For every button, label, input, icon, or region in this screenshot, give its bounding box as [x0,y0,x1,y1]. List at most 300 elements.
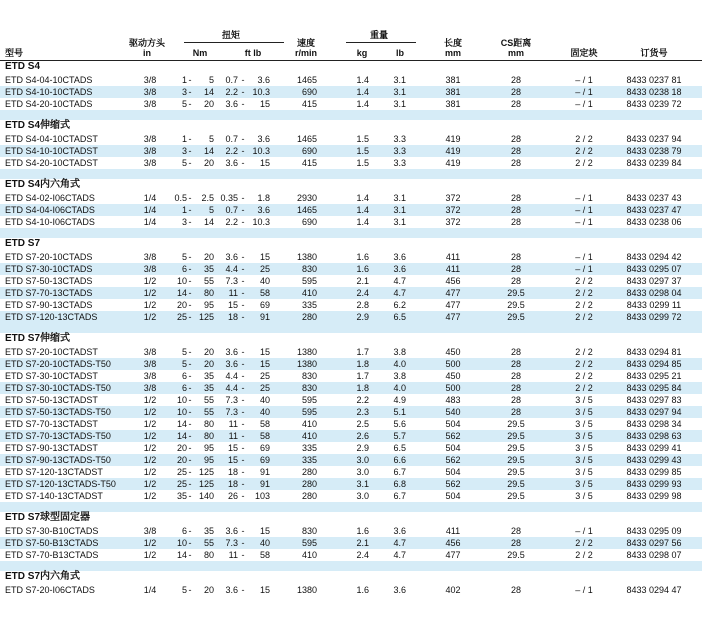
table-cell: 830 [301,526,317,536]
table-cell: ETD S4-02-I06CTADS [5,193,95,203]
table-cell: 40 [259,407,270,417]
table-cell: 3.0 [356,467,369,477]
table-cell: 456 [445,276,461,286]
table-cell: 8433 0297 56 [626,538,682,548]
table-cell: – / 1 [575,193,593,203]
table-cell: 3/8 [143,158,157,168]
table-row [0,358,702,370]
table-cell: 2 / 2 [575,158,593,168]
table-cell: 55 [203,538,214,548]
range-dash: - [241,371,245,381]
table-row [0,454,702,466]
table-row [0,74,702,86]
table-cell: 69 [259,455,270,465]
section-title-text: ETD S4 [5,61,41,72]
table-cell: 411 [445,252,461,262]
table-cell: 58 [259,288,270,298]
range-dash: - [241,443,245,453]
table-header [0,0,702,61]
table-cell: 28 [510,371,522,381]
section-title [0,179,702,191]
table-cell: 3.3 [393,146,406,156]
table-cell: 1.8 [356,359,369,369]
table-cell: 11 [228,431,238,441]
table-cell: 8433 0294 85 [626,359,682,369]
table-cell: 11 [228,288,238,298]
table-cell: 8433 0238 79 [626,146,682,156]
table-cell: – / 1 [575,526,593,536]
table-cell: 28 [510,87,522,97]
range-dash: - [241,217,245,227]
table-cell: 6 [181,383,187,393]
table-cell: 28 [510,158,522,168]
table-cell: 69 [259,443,270,453]
table-cell: 6 [181,526,187,536]
header-length-unit: mm [444,48,462,58]
table-cell: 3.6 [257,75,270,85]
table-cell: 3.3 [393,158,406,168]
range-dash: - [188,491,192,501]
header-speed-unit: r/min [294,48,318,58]
table-cell: 5.1 [393,407,406,417]
table-cell: 10.3 [252,87,270,97]
table-row [0,466,702,478]
table-cell: ETD S7-90-13CTADST [5,443,98,453]
table-cell: 3/8 [143,134,157,144]
table-cell: 28 [510,276,522,286]
range-dash: - [241,300,245,310]
range-dash: - [241,193,245,203]
range-dash: - [241,276,245,286]
weight-rule [346,42,416,43]
range-dash: - [188,467,192,477]
table-cell: 18 [227,467,238,477]
section-title-text: ETD S7内六角式 [5,571,81,582]
range-dash: - [241,383,245,393]
range-dash: - [188,383,192,393]
table-cell: 5.7 [393,431,406,441]
table-cell: 2.2 [356,395,369,405]
table-cell: 8433 0239 72 [626,99,682,109]
table-cell: 8433 0299 72 [626,312,682,322]
table-cell: ETD S4-10-10CTADS [5,87,93,97]
table-cell: 58 [259,419,270,429]
table-cell: 8433 0298 04 [626,288,682,298]
table-cell: 1/2 [143,538,157,548]
table-cell: 3.6 [257,134,270,144]
table-cell: 25 [259,371,270,381]
header-torque: 扭矩 [221,30,241,40]
table-cell: 10.3 [252,146,270,156]
table-cell: 4.9 [393,395,406,405]
table-cell: 1380 [296,585,317,595]
table-cell: 2 / 2 [575,146,593,156]
table-cell: 8433 0237 94 [626,134,682,144]
table-row [0,442,702,454]
table-cell: 3.6 [225,158,238,168]
table-cell: 140 [198,491,214,501]
table-cell: 1.4 [356,87,369,97]
table-cell: – / 1 [575,87,593,97]
range-dash: - [188,276,192,286]
range-dash: - [188,371,192,381]
table-cell: 8433 0238 18 [626,87,682,97]
table-cell: 2 / 2 [575,276,593,286]
table-cell: 95 [203,443,214,453]
table-cell: 35 [176,491,187,501]
table-cell: 3.1 [393,193,406,203]
table-cell: 504 [445,419,461,429]
table-cell: ETD S4-04-10CTADST [5,134,98,144]
table-cell: 3/8 [143,371,157,381]
range-dash: - [188,359,192,369]
header-order: 订货号 [640,48,668,58]
table-cell: 55 [203,276,214,286]
table-cell: 28 [510,252,522,262]
header-speed: 速度 [296,38,316,48]
range-dash: - [188,312,192,322]
table-cell: 3 / 5 [575,407,593,417]
table-cell: 3.6 [225,99,238,109]
table-cell: 3.6 [257,205,270,215]
table-cell: 2.4 [356,288,369,298]
range-dash: - [241,359,245,369]
table-cell: 2 / 2 [575,347,593,357]
table-cell: 26 [227,491,238,501]
table-cell: 1380 [296,252,317,262]
table-cell: 5 [181,99,187,109]
range-dash: - [241,99,245,109]
table-cell: 1 [181,205,187,215]
table-cell: 15 [259,359,270,369]
table-cell: 5 [181,252,187,262]
range-dash: - [188,252,192,262]
table-cell: 1.7 [356,371,369,381]
table-cell: 450 [445,347,461,357]
table-cell: 20 [203,158,214,168]
range-dash: - [188,550,192,560]
section-spacer [0,169,702,179]
table-cell: 15 [259,158,270,168]
range-dash: - [241,419,245,429]
table-cell: 3.0 [356,455,369,465]
table-cell: 14 [176,431,187,441]
table-cell: 91 [259,312,270,322]
table-row [0,157,702,169]
table-cell: 3/8 [143,526,157,536]
table-cell: 3.1 [393,205,406,215]
range-dash: - [188,75,192,85]
table-cell: 8433 0297 94 [626,407,682,417]
table-cell: 20 [203,99,214,109]
table-cell: 1.8 [356,383,369,393]
table-cell: 35 [203,383,214,393]
table-cell: 8433 0237 43 [626,193,682,203]
table-cell: 6.2 [393,300,406,310]
table-cell: 14 [176,550,187,560]
table-cell: 3.6 [393,585,406,595]
table-cell: 3.1 [393,217,406,227]
table-row [0,406,702,418]
table-cell: 28 [510,538,522,548]
range-dash: - [241,158,245,168]
table-cell: 595 [301,395,317,405]
table-cell: 103 [254,491,270,501]
table-cell: 20 [203,252,214,262]
table-cell: 3/8 [143,99,157,109]
table-cell: 690 [301,146,317,156]
table-cell: ETD S7-50-13CTADST [5,395,98,405]
table-cell: 25 [259,264,270,274]
range-dash: - [188,479,192,489]
table-cell: 29.5 [507,431,525,441]
table-cell: 3.0 [356,491,369,501]
table-cell: 95 [203,300,214,310]
table-cell: 2.1 [356,538,369,548]
table-cell: 450 [445,371,461,381]
table-cell: ETD S7-30-10CTADS-T50 [5,383,111,393]
table-cell: 1/2 [143,455,157,465]
table-cell: 2 / 2 [575,550,593,560]
table-cell: 14 [176,288,187,298]
header-torque-nm: Nm [192,48,208,58]
table-row [0,263,702,275]
table-cell: 7.3 [225,395,238,405]
table-cell: 1/2 [143,550,157,560]
table-cell: 3.6 [225,347,238,357]
table-cell: 372 [445,217,461,227]
table-cell: 7.3 [225,538,238,548]
table-cell: 8433 0299 85 [626,467,682,477]
table-cell: 830 [301,371,317,381]
range-dash: - [188,419,192,429]
table-cell: ETD S7-30-10CTADST [5,371,98,381]
table-cell: 419 [445,158,461,168]
table-cell: 381 [445,99,461,109]
range-dash: - [188,193,192,203]
table-cell: 8433 0239 84 [626,158,682,168]
table-cell: 4.4 [225,371,238,381]
table-cell: 1.6 [356,252,369,262]
table-cell: ETD S7-20-I06CTADS [5,585,95,595]
table-cell: 1.5 [356,134,369,144]
table-cell: 3/8 [143,87,157,97]
table-cell: 8433 0295 07 [626,264,682,274]
table-cell: 595 [301,407,317,417]
table-cell: 6.6 [393,455,406,465]
table-row [0,251,702,263]
range-dash: - [188,217,192,227]
table-cell: 8433 0295 21 [626,371,682,381]
table-cell: – / 1 [575,264,593,274]
range-dash: - [241,585,245,595]
section-title-text: ETD S4伸缩式 [5,120,71,131]
table-cell: 1/2 [143,431,157,441]
table-cell: 4.7 [393,276,406,286]
table-cell: 5 [181,585,187,595]
table-cell: – / 1 [575,585,593,595]
table-cell: 20 [176,455,187,465]
table-cell: 0.7 [225,75,238,85]
table-cell: 29.5 [507,443,525,453]
table-cell: 2930 [296,193,317,203]
table-cell: 8433 0297 37 [626,276,682,286]
table-cell: 10 [176,276,187,286]
table-cell: 15 [259,347,270,357]
table-cell: 504 [445,443,461,453]
table-cell: 504 [445,491,461,501]
table-cell: ETD S4-04-10CTADS [5,75,93,85]
table-cell: 1/2 [143,407,157,417]
table-cell: 1/2 [143,312,157,322]
table-cell: 1.6 [356,585,369,595]
table-cell: 3 / 5 [575,455,593,465]
table-cell: 1.5 [356,146,369,156]
section-spacer [0,228,702,238]
table-cell: 7.3 [225,407,238,417]
table-row [0,346,702,358]
table-cell: 28 [510,205,522,215]
table-cell: ETD S7-30-10CTADS [5,264,93,274]
table-cell: 1/4 [143,205,157,215]
table-cell: 381 [445,87,461,97]
table-cell: 4.4 [225,383,238,393]
table-cell: 500 [445,359,461,369]
table-cell: 2.2 [225,87,238,97]
table-row [0,370,702,382]
table-cell: 6.7 [393,467,406,477]
table-cell: 3/8 [143,146,157,156]
table-row [0,299,702,311]
table-cell: 3 [181,87,187,97]
range-dash: - [188,455,192,465]
table-cell: 8433 0298 63 [626,431,682,441]
table-cell: 3 [181,146,187,156]
range-dash: - [241,75,245,85]
table-row [0,86,702,98]
table-cell: 3 / 5 [575,443,593,453]
table-cell: 25 [259,383,270,393]
table-cell: 3.1 [393,87,406,97]
table-cell: ETD S4-10-I06CTADS [5,217,95,227]
range-dash: - [188,526,192,536]
header-weight: 重量 [369,30,389,40]
table-cell: 20 [203,585,214,595]
table-cell: 15 [259,585,270,595]
table-cell: ETD S7-50-13CTADS [5,276,93,286]
range-dash: - [241,395,245,405]
table-cell: 5 [208,134,214,144]
table-cell: 2.8 [356,300,369,310]
table-row [0,394,702,406]
range-dash: - [188,87,192,97]
table-cell: 80 [203,288,214,298]
table-cell: 1 [181,75,187,85]
range-dash: - [241,550,245,560]
range-dash: - [241,526,245,536]
table-cell: 3.6 [225,359,238,369]
table-cell: 8433 0237 47 [626,205,682,215]
table-cell: 29.5 [507,419,525,429]
table-row [0,98,702,110]
table-cell: 10.3 [252,217,270,227]
table-cell: 4.7 [393,288,406,298]
table-cell: 3 [181,217,187,227]
range-dash: - [241,347,245,357]
range-dash: - [241,431,245,441]
table-cell: 8433 0294 42 [626,252,682,262]
table-cell: 5 [181,158,187,168]
table-cell: 1.4 [356,217,369,227]
table-cell: 18 [227,479,238,489]
table-cell: 3/8 [143,383,157,393]
table-cell: 0.7 [225,205,238,215]
header-length: 长度 [443,38,463,48]
table-cell: 3.6 [225,526,238,536]
table-cell: – / 1 [575,252,593,262]
table-row [0,490,702,502]
range-dash: - [188,443,192,453]
section-title [0,238,702,250]
table-cell: 1/2 [143,276,157,286]
table-cell: 477 [445,288,461,298]
range-dash: - [188,158,192,168]
table-cell: 2.9 [356,312,369,322]
header-drive-unit: in [143,48,151,58]
range-dash: - [241,205,245,215]
table-cell: 3.8 [393,371,406,381]
table-cell: 1465 [296,75,317,85]
table-cell: 3.6 [393,264,406,274]
table-cell: 1/2 [143,395,157,405]
header-weight-kg: kg [356,48,368,58]
table-cell: 29.5 [507,550,525,560]
range-dash: - [188,538,192,548]
table-cell: 411 [445,264,461,274]
table-cell: ETD S7-90-13CTADS [5,300,93,310]
table-cell: 14 [176,419,187,429]
table-cell: 280 [301,312,317,322]
table-cell: ETD S7-140-13CTADST [5,491,103,501]
section-title [0,512,702,524]
table-cell: 1380 [296,347,317,357]
table-cell: 483 [445,395,461,405]
table-row [0,133,702,145]
table-cell: ETD S7-20-10CTADST [5,347,98,357]
table-cell: 2 / 2 [575,383,593,393]
table-cell: ETD S7-120-13CTADST [5,467,103,477]
table-cell: ETD S4-04-I06CTADS [5,205,95,215]
table-cell: 8433 0299 11 [626,300,682,310]
table-cell: 3.3 [393,134,406,144]
table-cell: 4.4 [225,264,238,274]
table-cell: 2 / 2 [575,134,593,144]
table-cell: 15 [259,252,270,262]
range-dash: - [241,252,245,262]
header-cs-unit: mm [507,48,525,58]
table-cell: 28 [510,99,522,109]
table-cell: ETD S7-50-B13CTADS [5,538,99,548]
table-row [0,382,702,394]
range-dash: - [188,431,192,441]
table-cell: 3 / 5 [575,491,593,501]
range-dash: - [188,395,192,405]
table-cell: 1.6 [356,264,369,274]
table-cell: 28 [510,193,522,203]
table-cell: 1/4 [143,217,157,227]
table-cell: 4.7 [393,538,406,548]
table-cell: 2 / 2 [575,359,593,369]
